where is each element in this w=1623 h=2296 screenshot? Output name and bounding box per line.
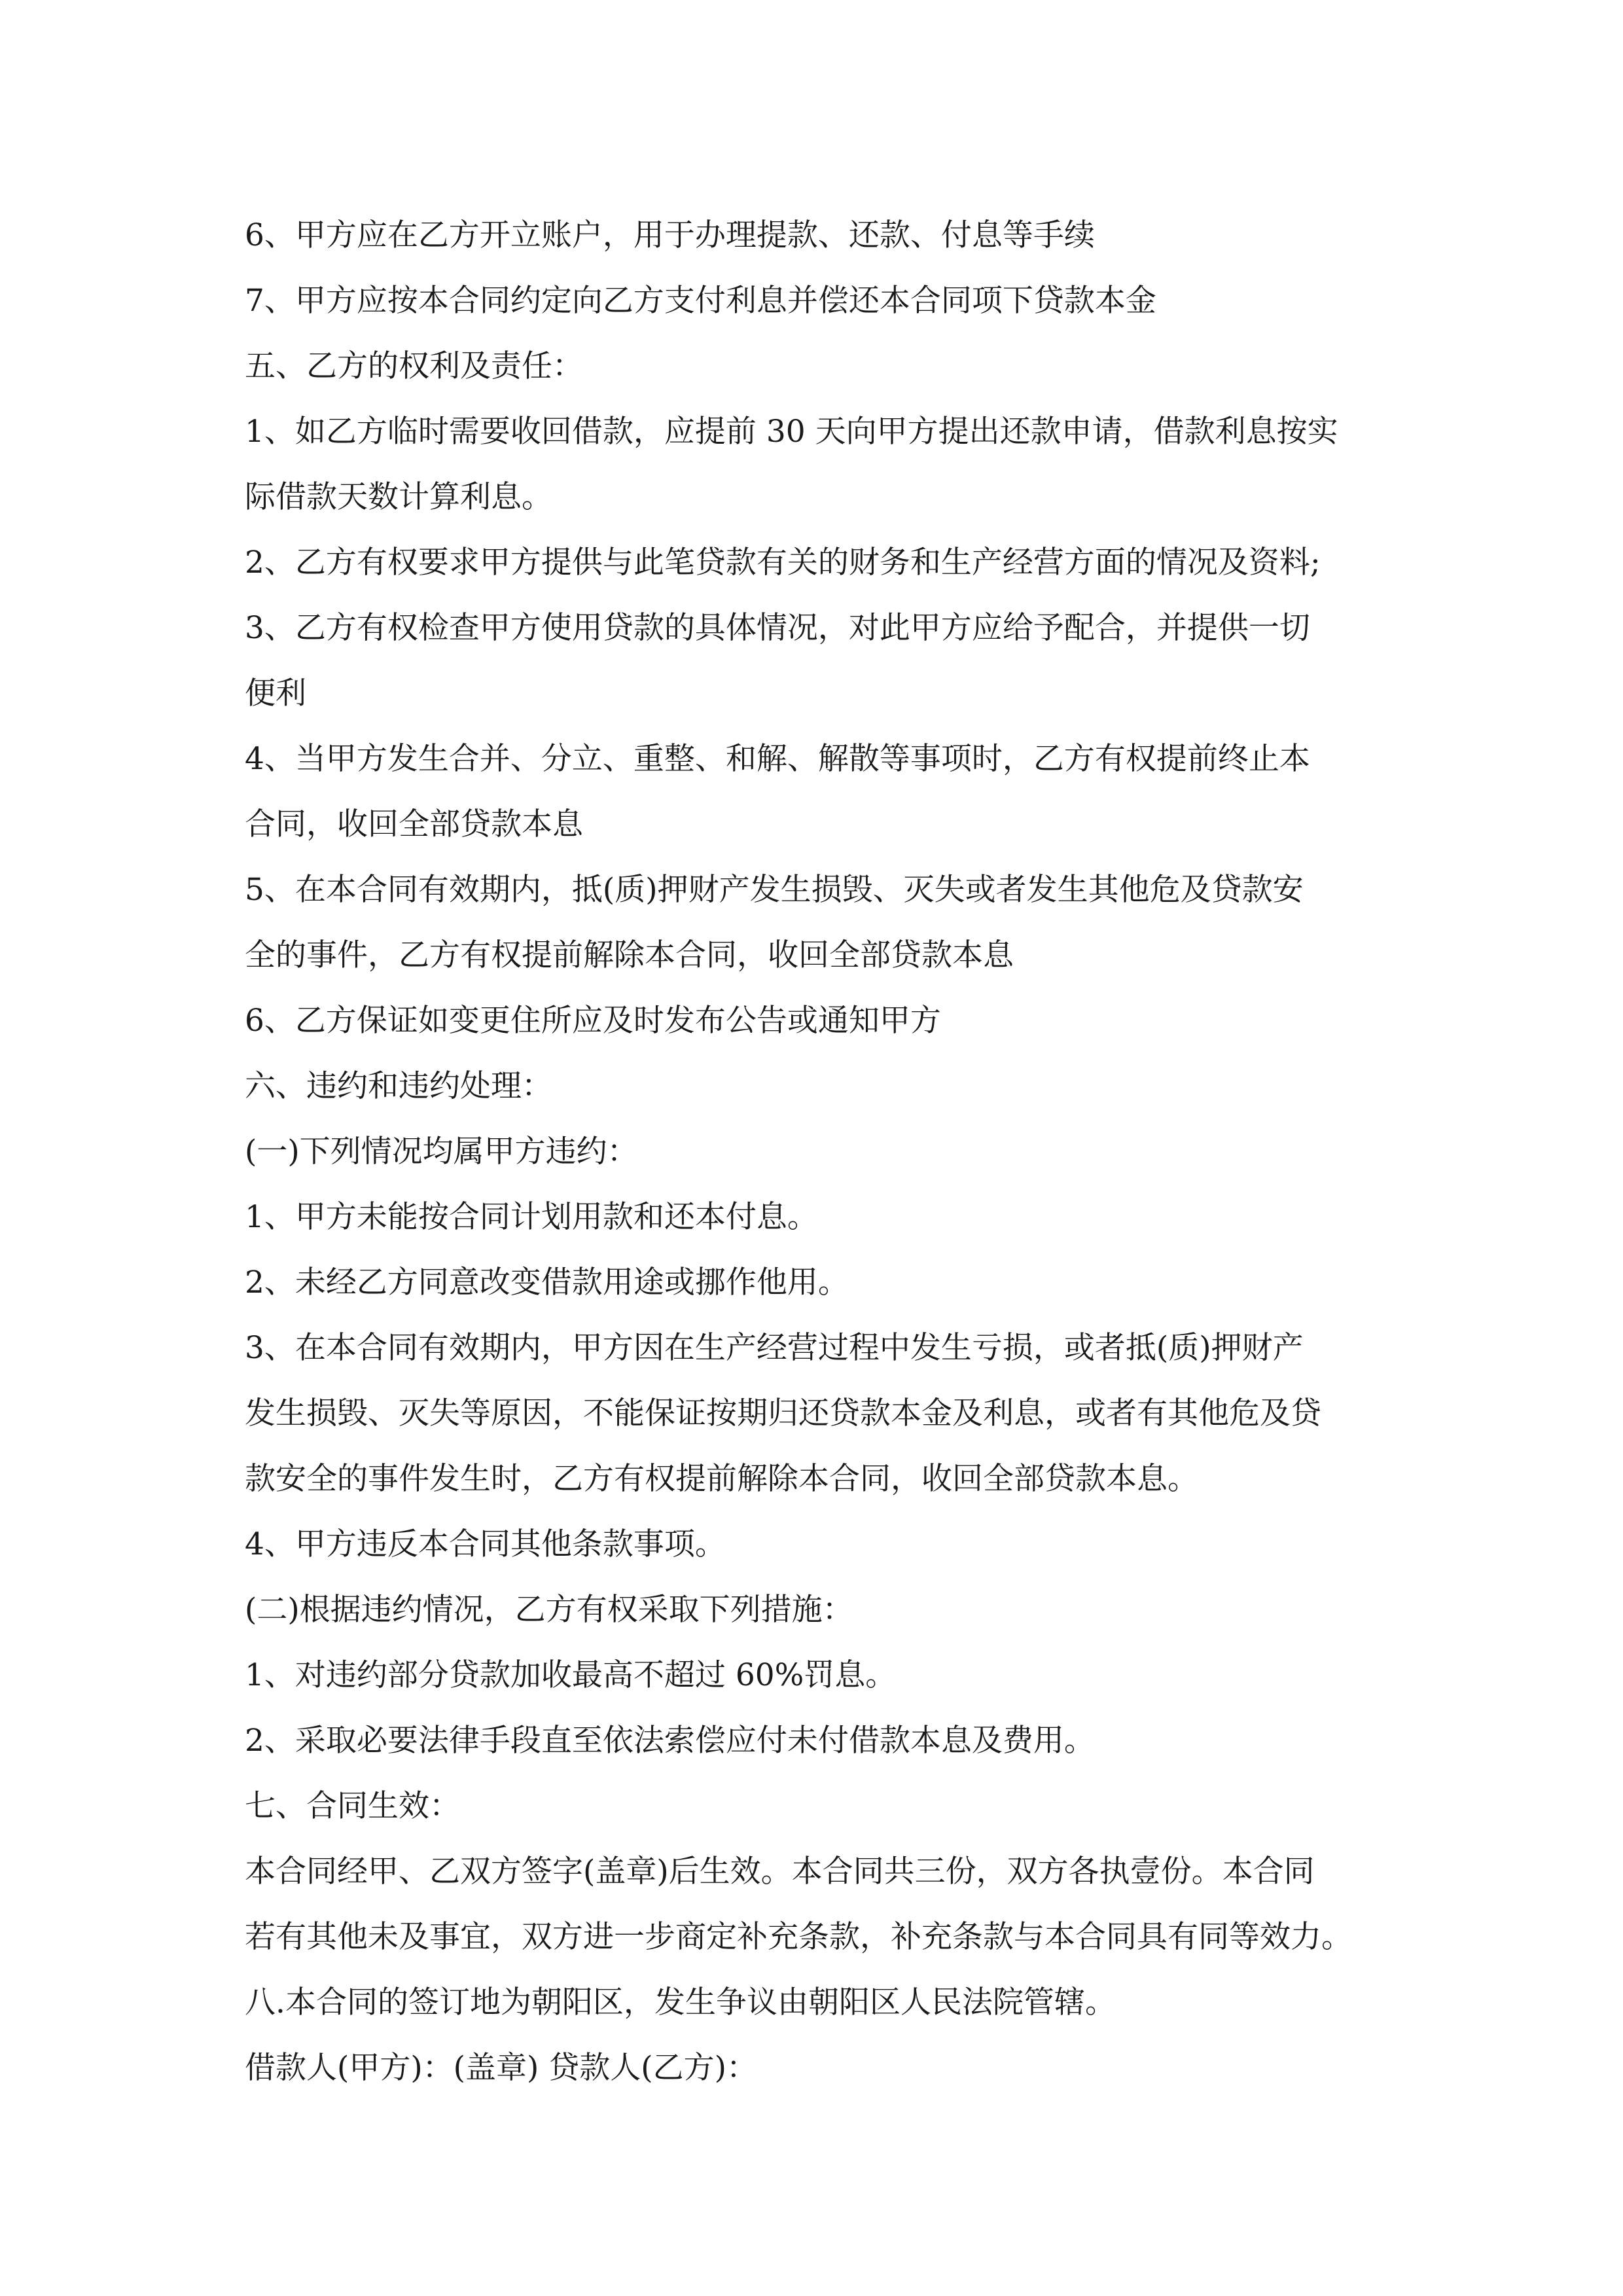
subsection-heading-6-1: (一)下列情况均属甲方违约： (245, 1134, 638, 1170)
clause-c3-line1: 3、在本合同有效期内，甲方因在生产经营过程中发生亏损，或者抵(质)押财产 (245, 1330, 1304, 1366)
clause-a6-account: 6、甲方应在乙方开立账户，用于办理提款、还款、付息等手续 (245, 217, 1095, 253)
clause-b1-line2: 际借款天数计算利息。 (245, 479, 552, 515)
clause-b2: 2、乙方有权要求甲方提供与此笔贷款有关的财务和生产经营方面的情况及资料; (245, 545, 1321, 581)
clause-b1-line1: 1、如乙方临时需要收回借款，应提前 30 天向甲方提出还款申请，借款利息按实 (245, 414, 1338, 450)
clause-c2: 2、未经乙方同意改变借款用途或挪作他用。 (245, 1265, 849, 1300)
clause-c1: 1、甲方未能按合同计划用款和还本付息。 (245, 1199, 818, 1235)
clause-c3-line3: 款安全的事件发生时，乙方有权提前解除本合同，收回全部贷款本息。 (245, 1461, 1198, 1497)
clause-c4: 4、甲方违反本合同其他条款事项。 (245, 1526, 726, 1562)
clause-b4-line2: 合同，收回全部贷款本息 (245, 806, 583, 842)
subsection-heading-6-2: (二)根据违约情况，乙方有权采取下列措施： (245, 1592, 853, 1628)
section-heading-7: 七、合同生效： (245, 1788, 460, 1824)
effect-paragraph-line2: 若有其他未及事宜，双方进一步商定补充条款，补充条款与本合同具有同等效力。 (245, 1919, 1352, 1955)
clause-c3-line2: 发生损毁、灭失等原因，不能保证按期归还贷款本金及利息，或者有其他危及贷 (245, 1395, 1321, 1431)
document-body (245, 203, 1397, 2101)
clause-b5-line1: 5、在本合同有效期内，抵(质)押财产发生损毁、灭失或者发生其他危及贷款安 (245, 872, 1304, 908)
effect-paragraph-line1: 本合同经甲、乙双方签字(盖章)后生效。本合同共三份，双方各执壹份。本合同 (245, 1854, 1315, 1890)
section-heading-5: 五、乙方的权利及责任： (245, 348, 583, 384)
section-heading-6: 六、违约和违约处理： (245, 1068, 552, 1104)
clause-b3-line1: 3、乙方有权检查甲方使用贷款的具体情况，对此甲方应给予配合，并提供一切 (245, 610, 1310, 646)
clause-d1: 1、对违约部分贷款加收最高不超过 60%罚息。 (245, 1657, 897, 1693)
clause-b6: 6、乙方保证如变更住所应及时发布公告或通知甲方 (245, 1003, 941, 1039)
clause-b3-line2: 便利 (245, 675, 306, 711)
clause-b5-line2: 全的事件，乙方有权提前解除本合同，收回全部贷款本息 (245, 937, 1014, 973)
clause-b4-line1: 4、当甲方发生合并、分立、重整、和解、解散等事项时，乙方有权提前终止本 (245, 741, 1310, 777)
section-8-jurisdiction: 八.本合同的签订地为朝阳区，发生争议由朝阳区人民法院管辖。 (245, 1984, 1116, 2020)
signature-line: 借款人(甲方)：(盖章) 贷款人(乙方)： (245, 2050, 757, 2086)
clause-a7-interest-repayment: 7、甲方应按本合同约定向乙方支付利息并偿还本合同项下贷款本金 (245, 283, 1156, 319)
clause-d2: 2、采取必要法律手段直至依法索偿应付未付借款本息及费用。 (245, 1723, 1095, 1759)
